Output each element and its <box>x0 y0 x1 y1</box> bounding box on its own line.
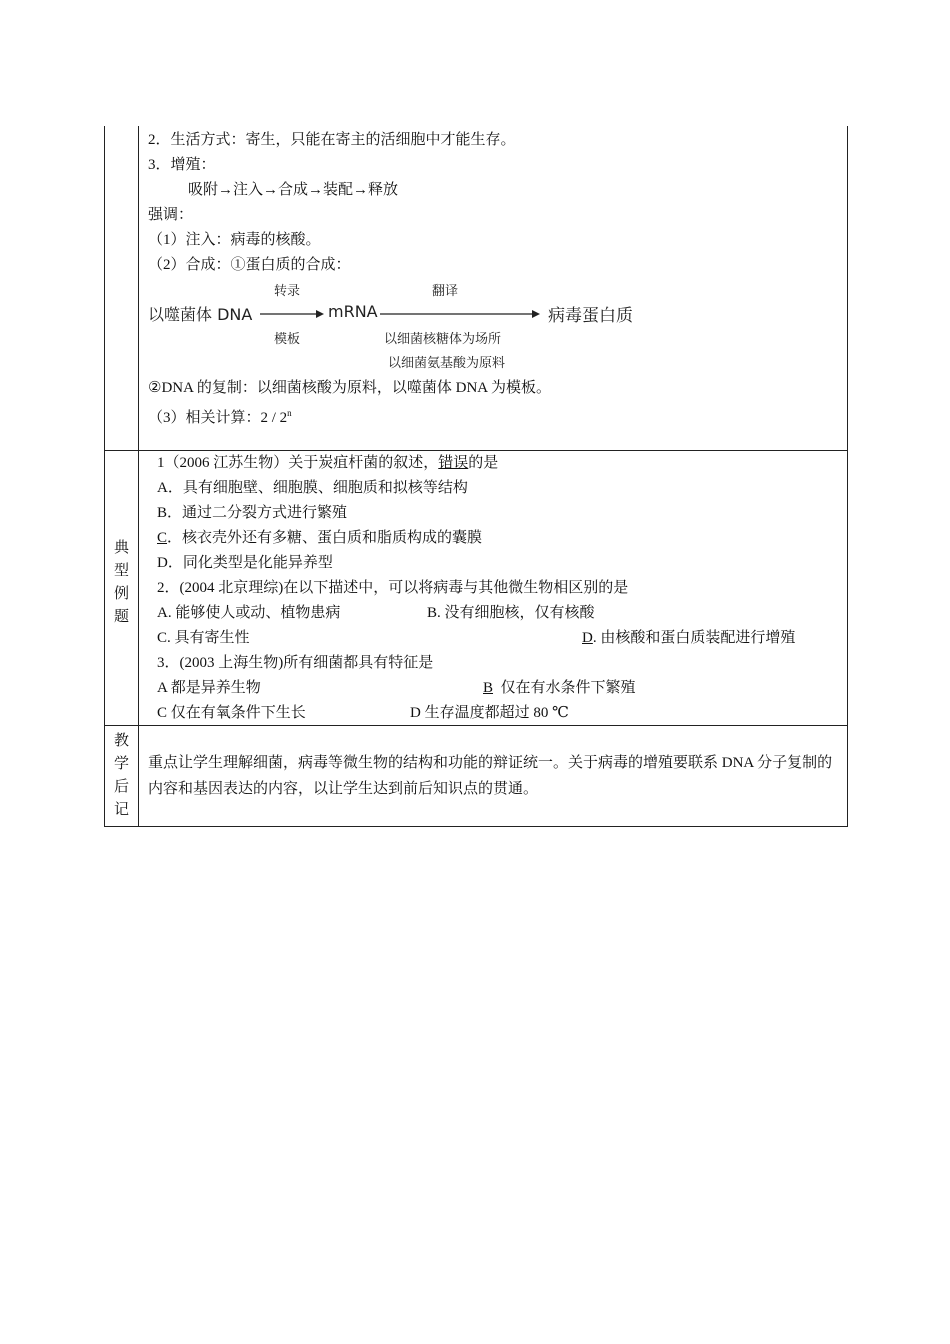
calculation-note <box>148 401 847 426</box>
reproduction-heading: 3．增殖： <box>148 157 216 173</box>
q1-option-c: C．核衣壳外还有多糖、蛋白质和脂质构成的囊膜 <box>157 530 483 546</box>
virus-content <box>140 126 847 426</box>
q2-option-a: A. 能够使人或动、植物患病 <box>157 605 341 621</box>
label-cell-empty <box>105 126 139 450</box>
q3-option-a: A 都是异养生物 <box>157 680 261 696</box>
q1-option-b: B．通过二分裂方式进行繁殖 <box>157 505 348 521</box>
examples-row <box>104 450 848 725</box>
q3-options-ab <box>157 676 847 701</box>
q2-answer-letter: D <box>582 630 593 646</box>
q2-stem: 2．(2004 北京理综)在以下描述中，可以将病毒与其他微生物相区别的是 <box>157 580 629 596</box>
dna-replication-note: ②DNA 的复制：以细菌核酸为原料，以噬菌体 DNA 为模板。 <box>148 380 552 396</box>
injection-note: （1）注入：病毒的核酸。 <box>148 232 321 248</box>
q3-option-c: C 仅在有氧条件下生长 <box>157 705 306 721</box>
reflection-label-cell <box>105 726 139 826</box>
examples-content <box>140 451 847 726</box>
examples-label: 典 型 例 题 <box>113 540 129 625</box>
phage-dna-node: 以噬菌体 DNA <box>148 305 253 324</box>
reproduction-steps: 吸附→注入→合成→装配→释放 <box>188 182 399 198</box>
translation-label: 翻译 <box>432 284 459 299</box>
q1-emphasis: 错误 <box>438 455 469 471</box>
q2-options-ab <box>157 601 847 626</box>
calculation-text: （3）相关计算：2 / 2 <box>148 410 288 426</box>
reflection-content <box>140 726 847 802</box>
q1-stem: 1（2006 江苏生物）关于炭疽杆菌的叙述，错误的是 <box>157 455 499 471</box>
q2-options-cd <box>157 626 847 651</box>
transcription-label: 转录 <box>274 284 301 299</box>
template-label: 模板 <box>274 332 301 347</box>
ribosome-site-label: 以细菌核糖体为场所 <box>384 332 502 347</box>
synthesis-note: （2）合成：①蛋白质的合成： <box>148 257 351 273</box>
reflection-row <box>104 725 848 827</box>
reflection-text: 重点让学生理解细菌，病毒等微生物的结构和功能的辩证统一。关于病毒的增殖要联系 DNA 分子复制的内容和基因表达的内容，以让学生达到前后知识点的贯通。 <box>148 755 833 797</box>
q2-option-c: C. 具有寄生性 <box>157 630 250 646</box>
emphasis-heading: 强调： <box>148 207 194 223</box>
arrow-transcription-icon <box>260 308 324 320</box>
calculation-exponent: n <box>287 408 292 418</box>
q1-option-a: A．具有细胞壁、细胞膜、细胞质和拟核等结构 <box>157 480 468 496</box>
q3-option-d: D 生存温度都超过 80 ℃ <box>410 705 569 721</box>
lesson-table <box>104 126 848 827</box>
reflection-label: 教 学 后 记 <box>113 733 129 818</box>
q3-option-b: B 仅在有水条件下繁殖 <box>483 680 636 696</box>
q2-option-b: B. 没有细胞核，仅有核酸 <box>427 605 595 621</box>
q2-option-d: D. 由核酸和蛋白质装配进行增殖 <box>582 630 796 646</box>
examples-label-cell <box>105 451 139 725</box>
amino-acid-label: 以细菌氨基酸为原料 <box>388 356 506 371</box>
q3-stem: 3．(2003 上海生物)所有细菌都具有特征是 <box>157 655 434 671</box>
lifestyle-line: 2．生活方式：寄生，只能在寄主的活细胞中才能生存。 <box>148 132 516 148</box>
mrna-node: mRNA <box>328 302 378 321</box>
q3-options-cd <box>157 701 847 726</box>
content-row-virus <box>104 126 848 450</box>
q3-answer-letter: B <box>483 680 494 696</box>
protein-synthesis-diagram <box>148 278 847 376</box>
virus-protein-node: 病毒蛋白质 <box>548 306 633 326</box>
q1-option-d: D．同化类型是化能异养型 <box>157 555 333 571</box>
arrow-translation-icon <box>380 308 540 320</box>
q1-answer-letter: C <box>157 530 168 546</box>
